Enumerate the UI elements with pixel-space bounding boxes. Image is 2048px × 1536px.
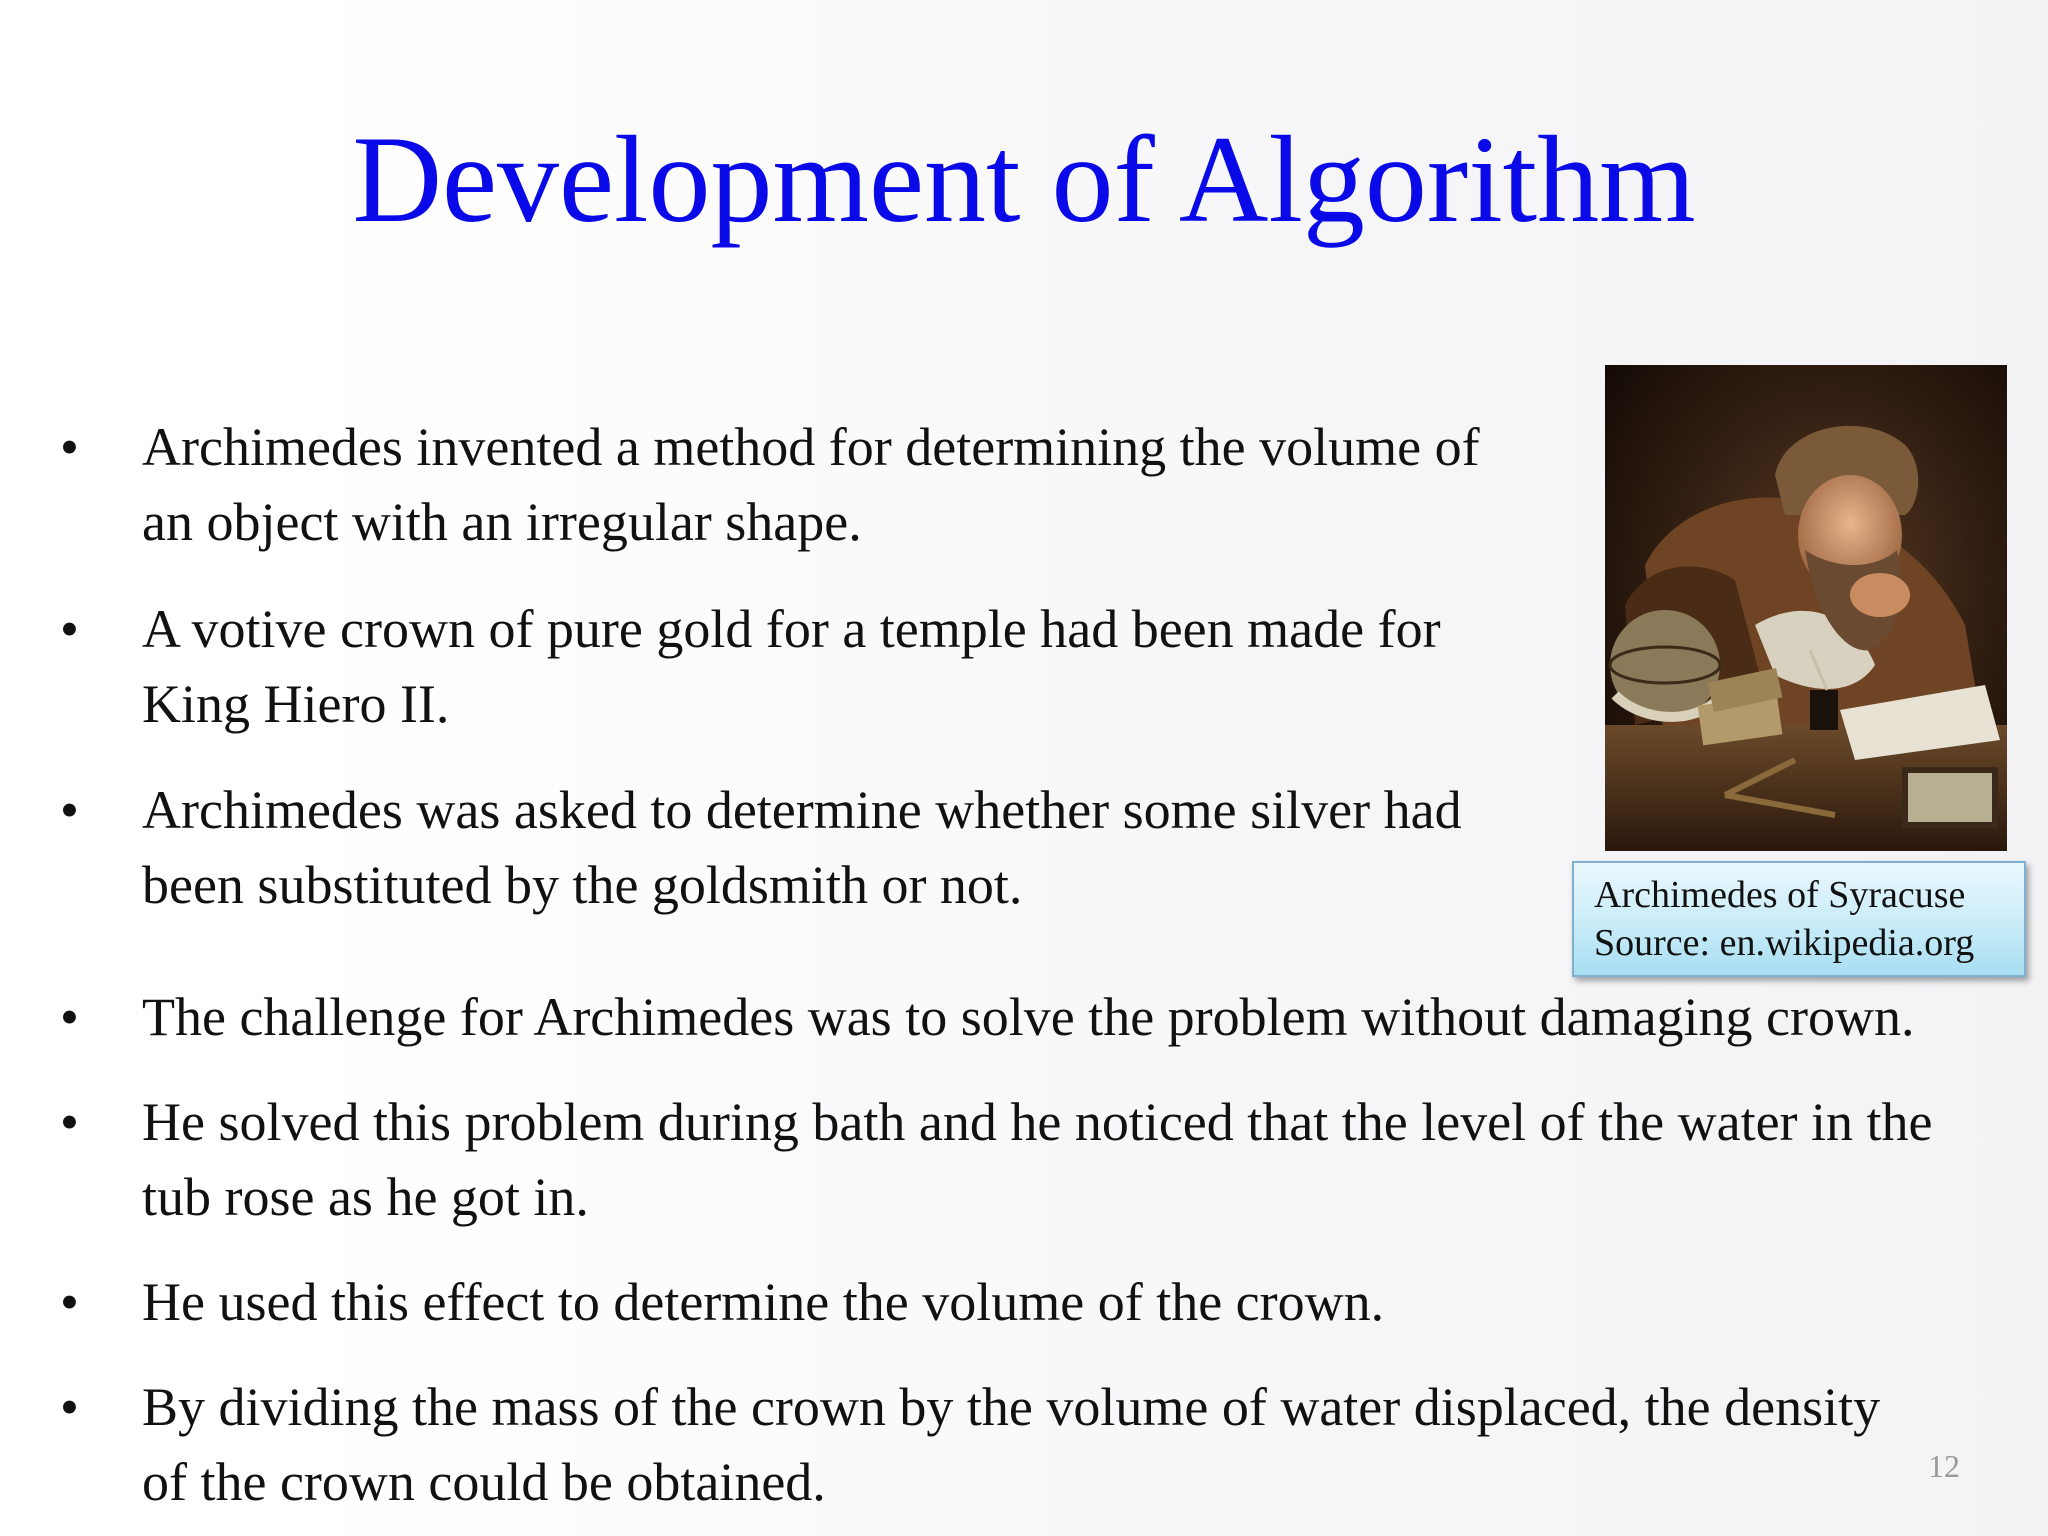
page-number: 12 [1928, 1448, 1960, 1484]
bullet-line: Archimedes invented a method for determining the volume of [142, 417, 1480, 477]
caption-line-name: Archimedes of Syracuse [1594, 874, 1966, 916]
bullet-line: He used this effect to determine the volume of the crown. [142, 1272, 1385, 1332]
bullet-line: an object with an irregular shape. [142, 492, 862, 552]
bullet-text [142, 1370, 2042, 1520]
bullet-marker: • [60, 987, 79, 1047]
bullet-text [142, 1265, 2042, 1340]
bullet-text [142, 773, 1642, 923]
bullet-marker: • [60, 1092, 79, 1152]
bullet-line: The challenge for Archimedes was to solve the problem without damaging crown. [142, 987, 1915, 1047]
bullet-marker: • [60, 599, 79, 659]
bullet-line: By dividing the mass of the crown by the volume of water displaced, the density [142, 1377, 1881, 1437]
caption-line-source: Source: en.wikipedia.org [1594, 922, 1975, 964]
bullet-line: Archimedes was asked to determine whether some silver had [142, 780, 1462, 840]
bullet-line: King Hiero II. [142, 674, 450, 734]
image-caption [1572, 861, 2026, 977]
bullet-line: He solved this problem during bath and he noticed that the level of the water in the [142, 1092, 1933, 1152]
slide-title: Development of Algorithm [352, 111, 1696, 248]
bullet-text [142, 410, 1642, 560]
archimedes-portrait-image [1605, 365, 2007, 851]
bullet-marker: • [60, 1377, 79, 1437]
bullet-marker: • [60, 780, 79, 840]
bullet-line: of the crown could be obtained. [142, 1452, 826, 1512]
bullet-line: A votive crown of pure gold for a temple had been made for [142, 599, 1441, 659]
bullet-line: tub rose as he got in. [142, 1167, 589, 1227]
bullet-marker: • [60, 417, 79, 477]
bullet-text [142, 1085, 2042, 1235]
bullet-text [142, 980, 2042, 1055]
bullet-text [142, 592, 1642, 742]
bullet-marker: • [60, 1272, 79, 1332]
bullet-line: been substituted by the goldsmith or not. [142, 855, 1023, 915]
